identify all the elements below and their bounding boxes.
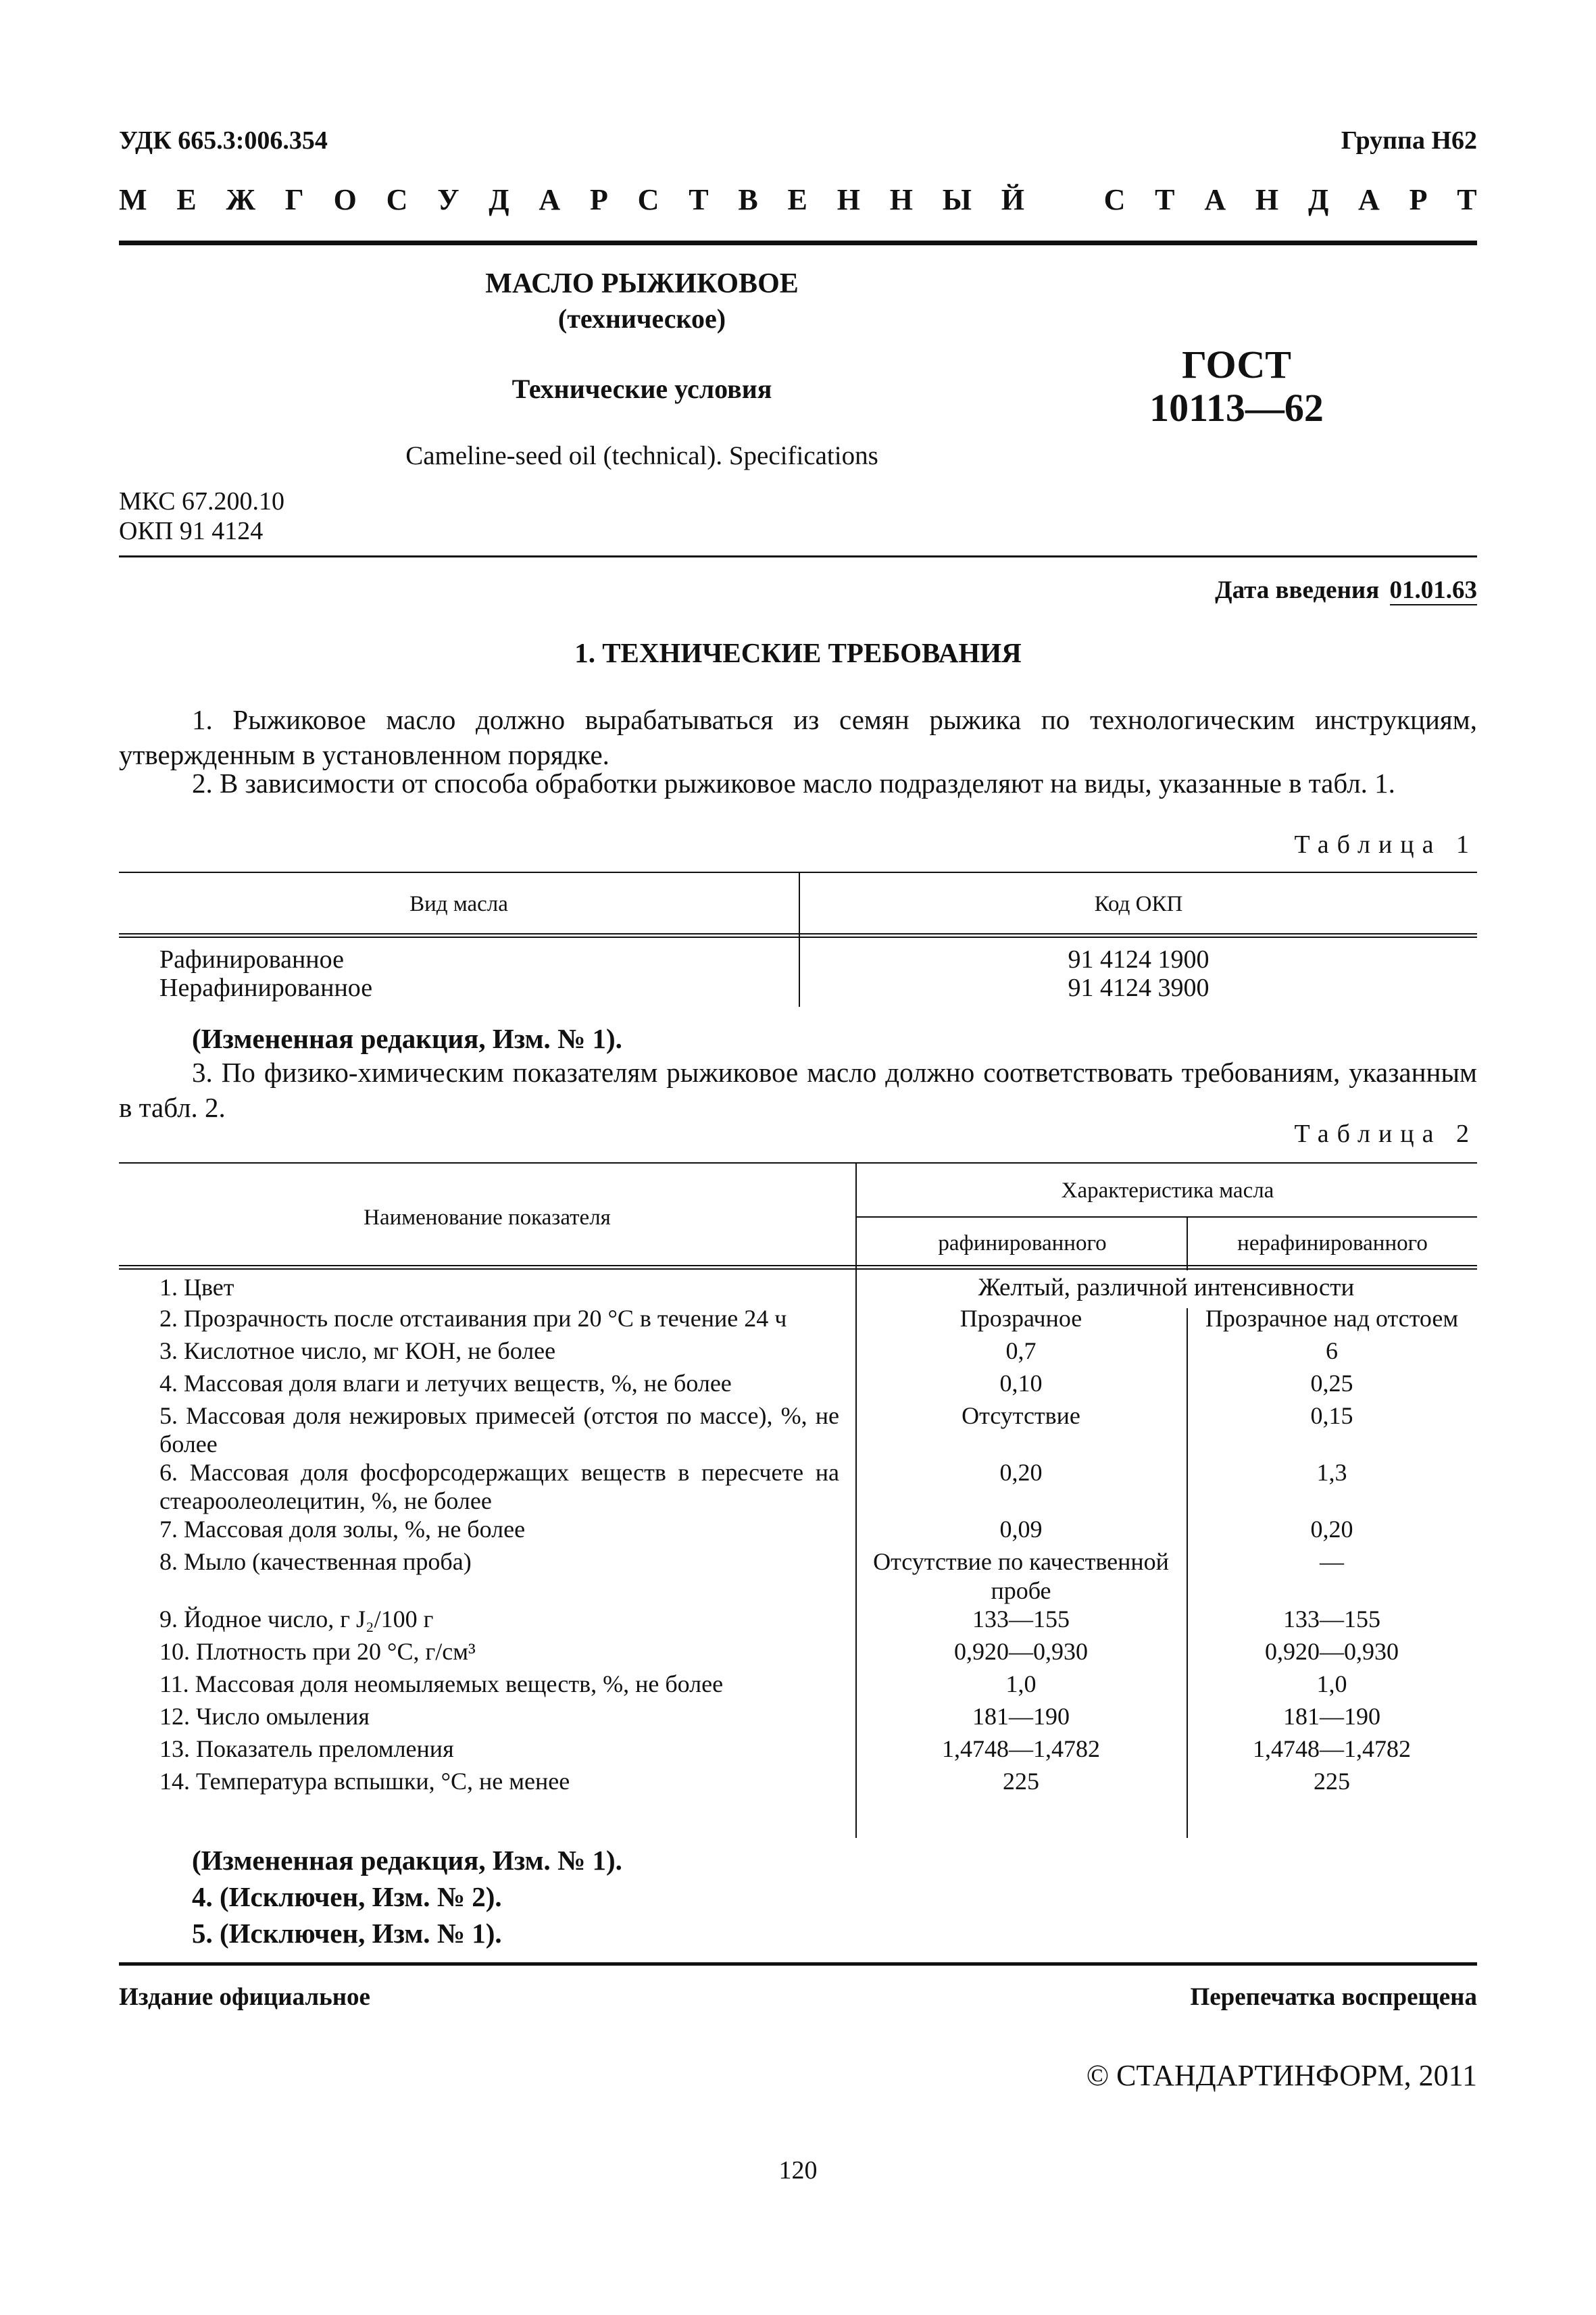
table2-col-refined: рафинированного — [938, 1231, 1107, 1255]
section-heading: 1. ТЕХНИЧЕСКИЕ ТРЕБОВАНИЯ — [574, 637, 1022, 668]
intro-date — [1215, 576, 1477, 605]
banner-letter: Н — [837, 183, 860, 216]
table2-param-name: 9. Йодное число, г J₂/100 г — [159, 1605, 434, 1633]
table2-subheader-rule — [857, 1216, 1477, 1218]
banner-letter: Ж — [226, 183, 255, 216]
table2-refined-value: 1,0 — [1005, 1670, 1037, 1697]
banner-letter: Ы — [942, 183, 972, 216]
table-row — [119, 1637, 1477, 1670]
mks-code: МКС 67.200.10 — [119, 487, 285, 516]
table2-param-name: 4. Массовая доля влаги и летучих веществ, %, не более — [159, 1370, 732, 1397]
udk-code: УДК 665.3:006.354 — [119, 126, 328, 155]
table2-unrefined-value: 133—155 — [1283, 1605, 1380, 1633]
table2-unrefined-value: 1,4748—1,4782 — [1253, 1735, 1411, 1762]
table-row — [119, 1337, 1477, 1369]
table2-refined-value: Отсутствие — [962, 1402, 1080, 1429]
paragraph-1: 1. Рыжиковое масло должно вырабатываться из семян рыжика по технологическим инструкциям, утвержденным в установленном порядке. — [119, 704, 1477, 770]
table2-refined-value: 1,4748—1,4782 — [942, 1735, 1100, 1762]
banner-letter: Д — [489, 183, 509, 216]
table-row — [119, 1304, 1477, 1337]
table2-refined-value: 0,920—0,930 — [954, 1637, 1088, 1665]
banner-letter: А — [1204, 183, 1226, 216]
table2-label: Таблица 2 — [1294, 1120, 1477, 1148]
table2-col-name: Наименование показателя — [364, 1205, 611, 1230]
banner-letter: М — [119, 183, 147, 216]
paragraph-2: 2. В зависимости от способа обработки рыжиковое масло подразделяют на виды, указанные в табл. 1. — [192, 768, 1395, 799]
table2-param-name: 1. Цвет — [159, 1274, 234, 1301]
title-rule — [119, 555, 1477, 557]
table2-unrefined-value: 225 — [1314, 1767, 1350, 1795]
banner-letter: У — [437, 183, 459, 216]
banner-letter: С — [637, 183, 659, 216]
paragraph-5: 5. (Исключен, Изм. № 1). — [192, 1918, 502, 1949]
table-row — [119, 1605, 1477, 1637]
banner-letter: О — [333, 183, 357, 216]
table2-top-rule — [119, 1162, 1477, 1164]
table2-unrefined-value: 1,0 — [1316, 1670, 1347, 1697]
table2-param-name: 13. Показатель преломления — [159, 1735, 454, 1762]
table1-label: Таблица 1 — [1294, 830, 1477, 859]
table1-row-code: 91 4124 3900 — [1068, 974, 1210, 1002]
table2-param-name: 2. Прозрачность после отстаивания при 20 °С в течение 24 ч — [159, 1305, 787, 1332]
table2-header-rule — [119, 1265, 1477, 1270]
intro-date-value: 01.01.63 — [1389, 576, 1477, 604]
table2-refined-value: 0,20 — [999, 1459, 1043, 1487]
table2-unrefined-value: 181—190 — [1283, 1702, 1380, 1730]
reprint-prohibited: Перепечатка воспрещена — [1190, 1983, 1477, 2011]
paragraph-3: 3. По физико-химическим показателям рыжиковое масло должно соответствовать требованиям, указанным в табл. 2. — [119, 1057, 1477, 1123]
banner-letter: С — [1103, 183, 1126, 216]
table2-value-divider-head — [1187, 1216, 1188, 1270]
english-title: Cameline-seed oil (technical). Specifications — [405, 441, 878, 470]
table2-unrefined-value: Прозрачное над отстоем — [1205, 1305, 1459, 1332]
table2-refined-value: Отсутствие по качественной пробе — [873, 1548, 1169, 1604]
amendment-note-2: (Измененная редакция, Изм. № 1). — [192, 1845, 622, 1876]
table1-top-rule — [119, 872, 1477, 873]
amendment-note-1: (Измененная редакция, Изм. № 1). — [192, 1023, 622, 1054]
banner-letter: Р — [1409, 183, 1428, 216]
table2-body — [119, 1273, 1477, 1799]
banner-gap — [1054, 182, 1074, 217]
table-row — [119, 1401, 1477, 1458]
banner-letter: Т — [689, 183, 709, 216]
document-subtitle: Технические условия — [512, 374, 772, 404]
table2-param-name: 6. Массовая доля фосфорсодержащих веществ в пересчете на стеароолеолецитин, %, не более — [159, 1459, 839, 1515]
page-number: 120 — [778, 2156, 818, 2185]
table2-merged-value: Желтый, различной интенсивности — [978, 1274, 1355, 1301]
table2-param-name: 14. Температура вспышки, °С, не менее — [159, 1767, 570, 1795]
interstate-standard-banner — [119, 182, 1477, 217]
official-edition: Издание официальное — [119, 1983, 370, 2011]
banner-letter: Т — [1457, 183, 1477, 216]
table2-refined-value: 0,09 — [999, 1516, 1043, 1543]
table1-col-kind: Вид масла — [409, 892, 508, 916]
table-row — [119, 1458, 1477, 1515]
table-row — [119, 1369, 1477, 1401]
table2-unrefined-value: 1,3 — [1316, 1459, 1347, 1487]
banner-letter: Г — [284, 183, 304, 216]
table2-unrefined-value: 0,25 — [1310, 1370, 1353, 1397]
banner-letter: Д — [1307, 183, 1329, 216]
table2-col-group: Характеристика масла — [1061, 1178, 1274, 1203]
banner-letter: В — [738, 183, 758, 216]
table2-param-name: 7. Массовая доля золы, %, не более — [159, 1516, 526, 1543]
table2-refined-value: Прозрачное — [959, 1305, 1082, 1332]
table-row — [119, 1547, 1477, 1604]
table-row — [119, 1515, 1477, 1547]
table-row — [119, 1767, 1477, 1799]
banner-letter: Н — [1255, 183, 1279, 216]
table2-param-name: 3. Кислотное число, мг КОН, не более — [159, 1337, 556, 1364]
table1-col-code: Код ОКП — [1094, 892, 1183, 916]
table1-row-kind: Нерафинированное — [159, 974, 373, 1002]
table2-refined-value: 133—155 — [972, 1605, 1070, 1633]
gost-label: ГОСТ — [1182, 343, 1291, 387]
group-code: Группа Н62 — [1341, 126, 1477, 155]
banner-letter: Т — [1155, 183, 1175, 216]
table2-param-name: 12. Число омыления — [159, 1702, 370, 1730]
banner-letter: А — [1358, 183, 1380, 216]
table-row — [119, 1273, 1477, 1304]
table1-header-rule — [119, 933, 1477, 938]
gost-number: 10113—62 — [1149, 386, 1324, 430]
table2-unrefined-value: 6 — [1326, 1337, 1338, 1364]
banner-letter: С — [386, 183, 408, 216]
table2-col-unrefined: нерафинированного — [1237, 1231, 1428, 1255]
banner-letter: Й — [1001, 183, 1024, 216]
table-row — [119, 1670, 1477, 1702]
table2-refined-value: 0,10 — [999, 1370, 1043, 1397]
table2-param-name: 5. Массовая доля нежировых примесей (отстоя по массе), %, не более — [159, 1402, 839, 1458]
table-row — [119, 1735, 1477, 1767]
table2-refined-value: 181—190 — [972, 1702, 1070, 1730]
paragraph-4: 4. (Исключен, Изм. № 2). — [192, 1881, 502, 1912]
table1-row-code: 91 4124 1900 — [1068, 945, 1210, 974]
table1-row-kind: Рафинированное — [159, 945, 344, 974]
banner-letter: Е — [787, 183, 807, 216]
document-title: МАСЛО РЫЖИКОВОЕ — [485, 268, 799, 299]
table2-unrefined-value: 0,920—0,930 — [1265, 1637, 1399, 1665]
okp-code: ОКП 91 4124 — [119, 517, 264, 545]
document-qualifier: (техническое) — [557, 303, 726, 334]
table2-refined-value: 0,7 — [1005, 1337, 1037, 1364]
table2-unrefined-value: 0,20 — [1310, 1516, 1353, 1543]
table2-param-name: 10. Плотность при 20 °С, г/см³ — [159, 1637, 476, 1665]
banner-letter: Р — [589, 183, 608, 216]
banner-letter: Н — [889, 183, 913, 216]
intro-date-label: Дата введения — [1215, 576, 1380, 604]
banner-letter: А — [539, 183, 561, 216]
banner-letter: Е — [176, 183, 197, 216]
copyright: © СТАНДАРТИНФОРМ, 2011 — [1086, 2059, 1477, 2092]
header-rule — [119, 241, 1477, 245]
table2-refined-value: 225 — [1003, 1767, 1039, 1795]
footer-rule — [119, 1962, 1477, 1966]
table2-unrefined-value: — — [1320, 1548, 1344, 1576]
table2-param-name: 11. Массовая доля неомыляемых веществ, %, не более — [159, 1670, 724, 1697]
table2-unrefined-value: 0,15 — [1310, 1402, 1353, 1429]
table2-param-name: 8. Мыло (качественная проба) — [159, 1548, 472, 1576]
table-row — [119, 1702, 1477, 1735]
